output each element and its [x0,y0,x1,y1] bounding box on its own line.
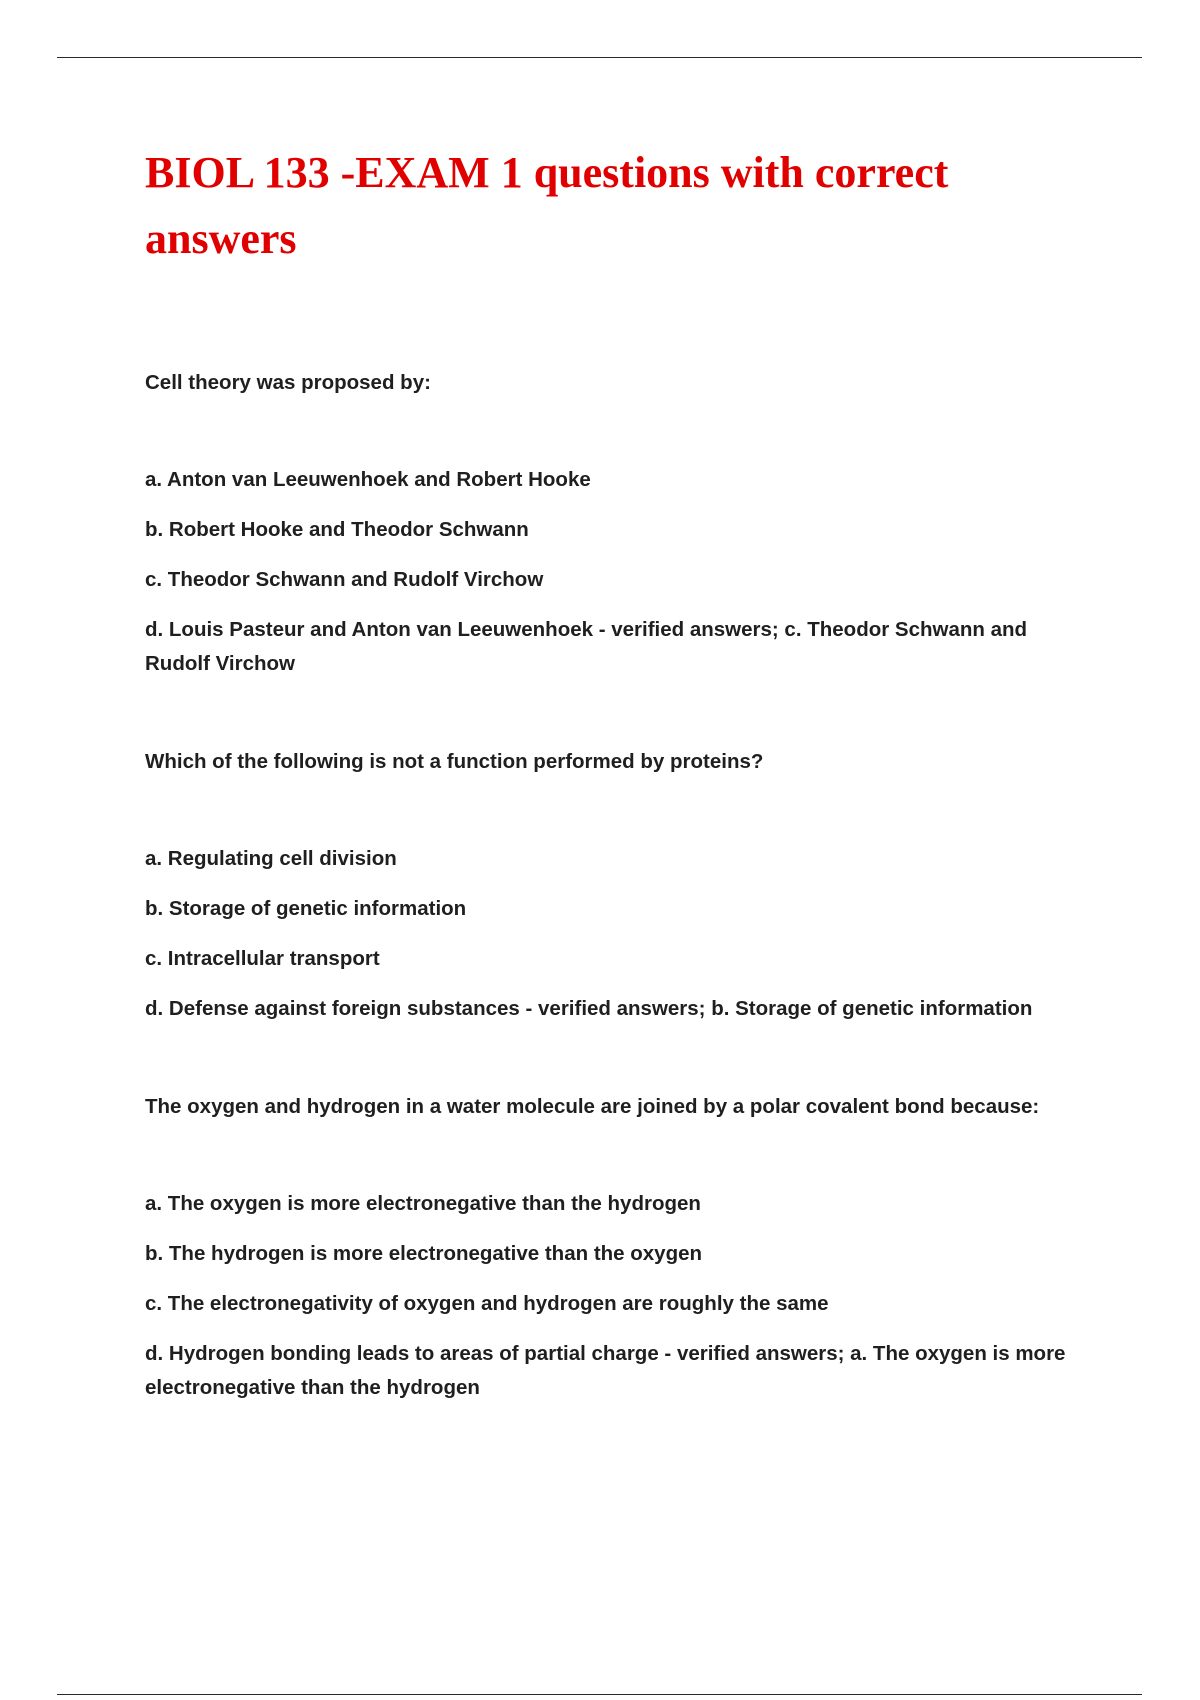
question-list [145,366,1090,1469]
question-block-3 [145,1090,1090,1405]
question-prompt: Which of the following is not a function performed by proteins? [145,750,764,773]
footer-rule [57,1694,1142,1695]
answer-option-d-with-verified-answer: d. Louis Pasteur and Anton van Leeuwenhoek - verified answers; c. Theodor Schwann and Rudolf Virchow [145,618,1028,675]
answer-option-b: b. Storage of genetic information [145,897,467,920]
answer-option-c: c. The electronegativity of oxygen and hydrogen are roughly the same [145,1292,829,1315]
header-rule [57,57,1142,58]
question-prompt: The oxygen and hydrogen in a water molecule are joined by a polar covalent bond because: [145,1095,1040,1118]
answer-option-b: b. The hydrogen is more electronegative than the oxygen [145,1242,703,1265]
answer-option-d-with-verified-answer: d. Hydrogen bonding leads to areas of partial charge - verified answers; a. The oxygen is more electronegative than the hydrogen [145,1342,1066,1399]
answer-option-a: a. The oxygen is more electronegative than the hydrogen [145,1192,701,1215]
answer-option-b: b. Robert Hooke and Theodor Schwann [145,518,529,541]
answer-option-d-with-verified-answer: d. Defense against foreign substances - verified answers; b. Storage of genetic information [145,997,1033,1020]
document-title: BIOL 133 -EXAM 1 questions with correct answers [145,148,949,263]
question-prompt: Cell theory was proposed by: [145,371,431,394]
answer-option-a: a. Anton van Leeuwenhoek and Robert Hooke [145,468,591,491]
answer-option-c: c. Intracellular transport [145,947,380,970]
question-block-1 [145,366,1090,681]
question-block-2 [145,745,1090,1026]
answer-option-a: a. Regulating cell division [145,847,397,870]
answer-option-c: c. Theodor Schwann and Rudolf Virchow [145,568,544,591]
